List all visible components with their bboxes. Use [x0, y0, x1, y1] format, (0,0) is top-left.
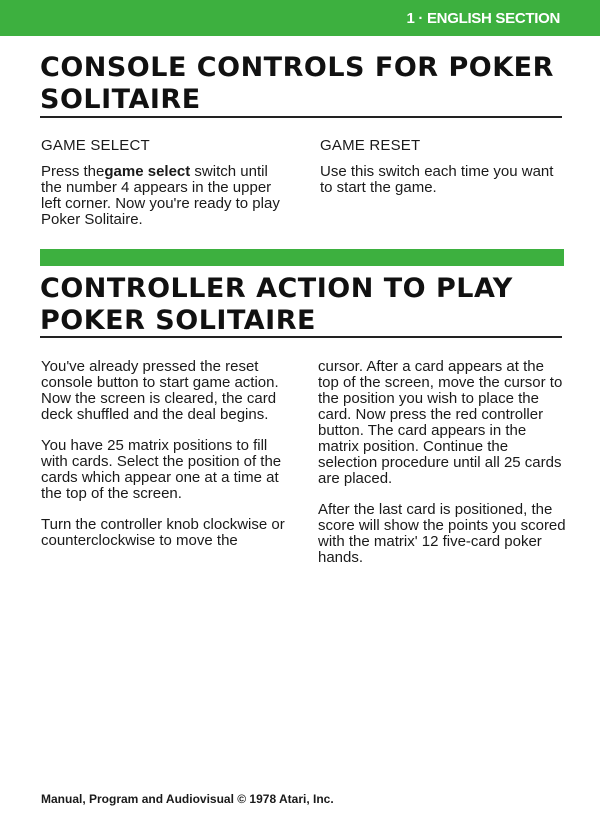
paragraph: You've already pressed the reset console button to start game action. Now the screen is cleared, the card deck shuffled and the deal begins. [41, 358, 279, 423]
title-rule-2 [40, 336, 562, 338]
game-select-text [41, 164, 291, 228]
game-select-keyword: game select [104, 163, 191, 180]
game-reset-heading: GAME RESET [320, 137, 421, 154]
title-rule-1 [40, 116, 562, 118]
paragraph: You have 25 matrix positions to fill with cards. Select the position of the cards which appear one at a time at the top of the screen. [41, 437, 282, 502]
paragraph: After the last card is positioned, the score will show the points you scored with the matrix' 12 five-card poker hands. [318, 501, 566, 566]
game-reset-text: Use this switch each time you want to start the game. [320, 163, 554, 196]
game-select-text-before: Press the [41, 163, 105, 180]
controller-action-left-column [41, 359, 291, 564]
game-select-section [41, 138, 291, 243]
game-select-text-after: switch until the number 4 appears in the upper left corner. Now you're ready to play Poker Solitaire. [41, 163, 280, 228]
game-select-heading: GAME SELECT [41, 137, 150, 154]
controller-action-title: CONTROLLER ACTION TO PLAY POKER SOLITAIRE [40, 273, 513, 336]
game-reset-section [320, 138, 570, 211]
header-bar [0, 0, 600, 36]
paragraph: cursor. After a card appears at the top of the screen, move the cursor to the position you wish to place the card. Now press the red controller button. The card appears in the matrix position. Continue the selection procedure until all 25 cards are placed. [318, 358, 563, 487]
copyright-footer: Manual, Program and Audiovisual © 1978 Atari, Inc. [41, 792, 334, 806]
controller-action-right-column [318, 359, 568, 581]
paragraph: Turn the controller knob clockwise or counterclockwise to move the [41, 516, 285, 549]
section-divider-bar [40, 249, 564, 266]
section-label: 1 · ENGLISH SECTION [406, 10, 560, 27]
console-controls-title: CONSOLE CONTROLS FOR POKER SOLITAIRE [40, 52, 554, 115]
